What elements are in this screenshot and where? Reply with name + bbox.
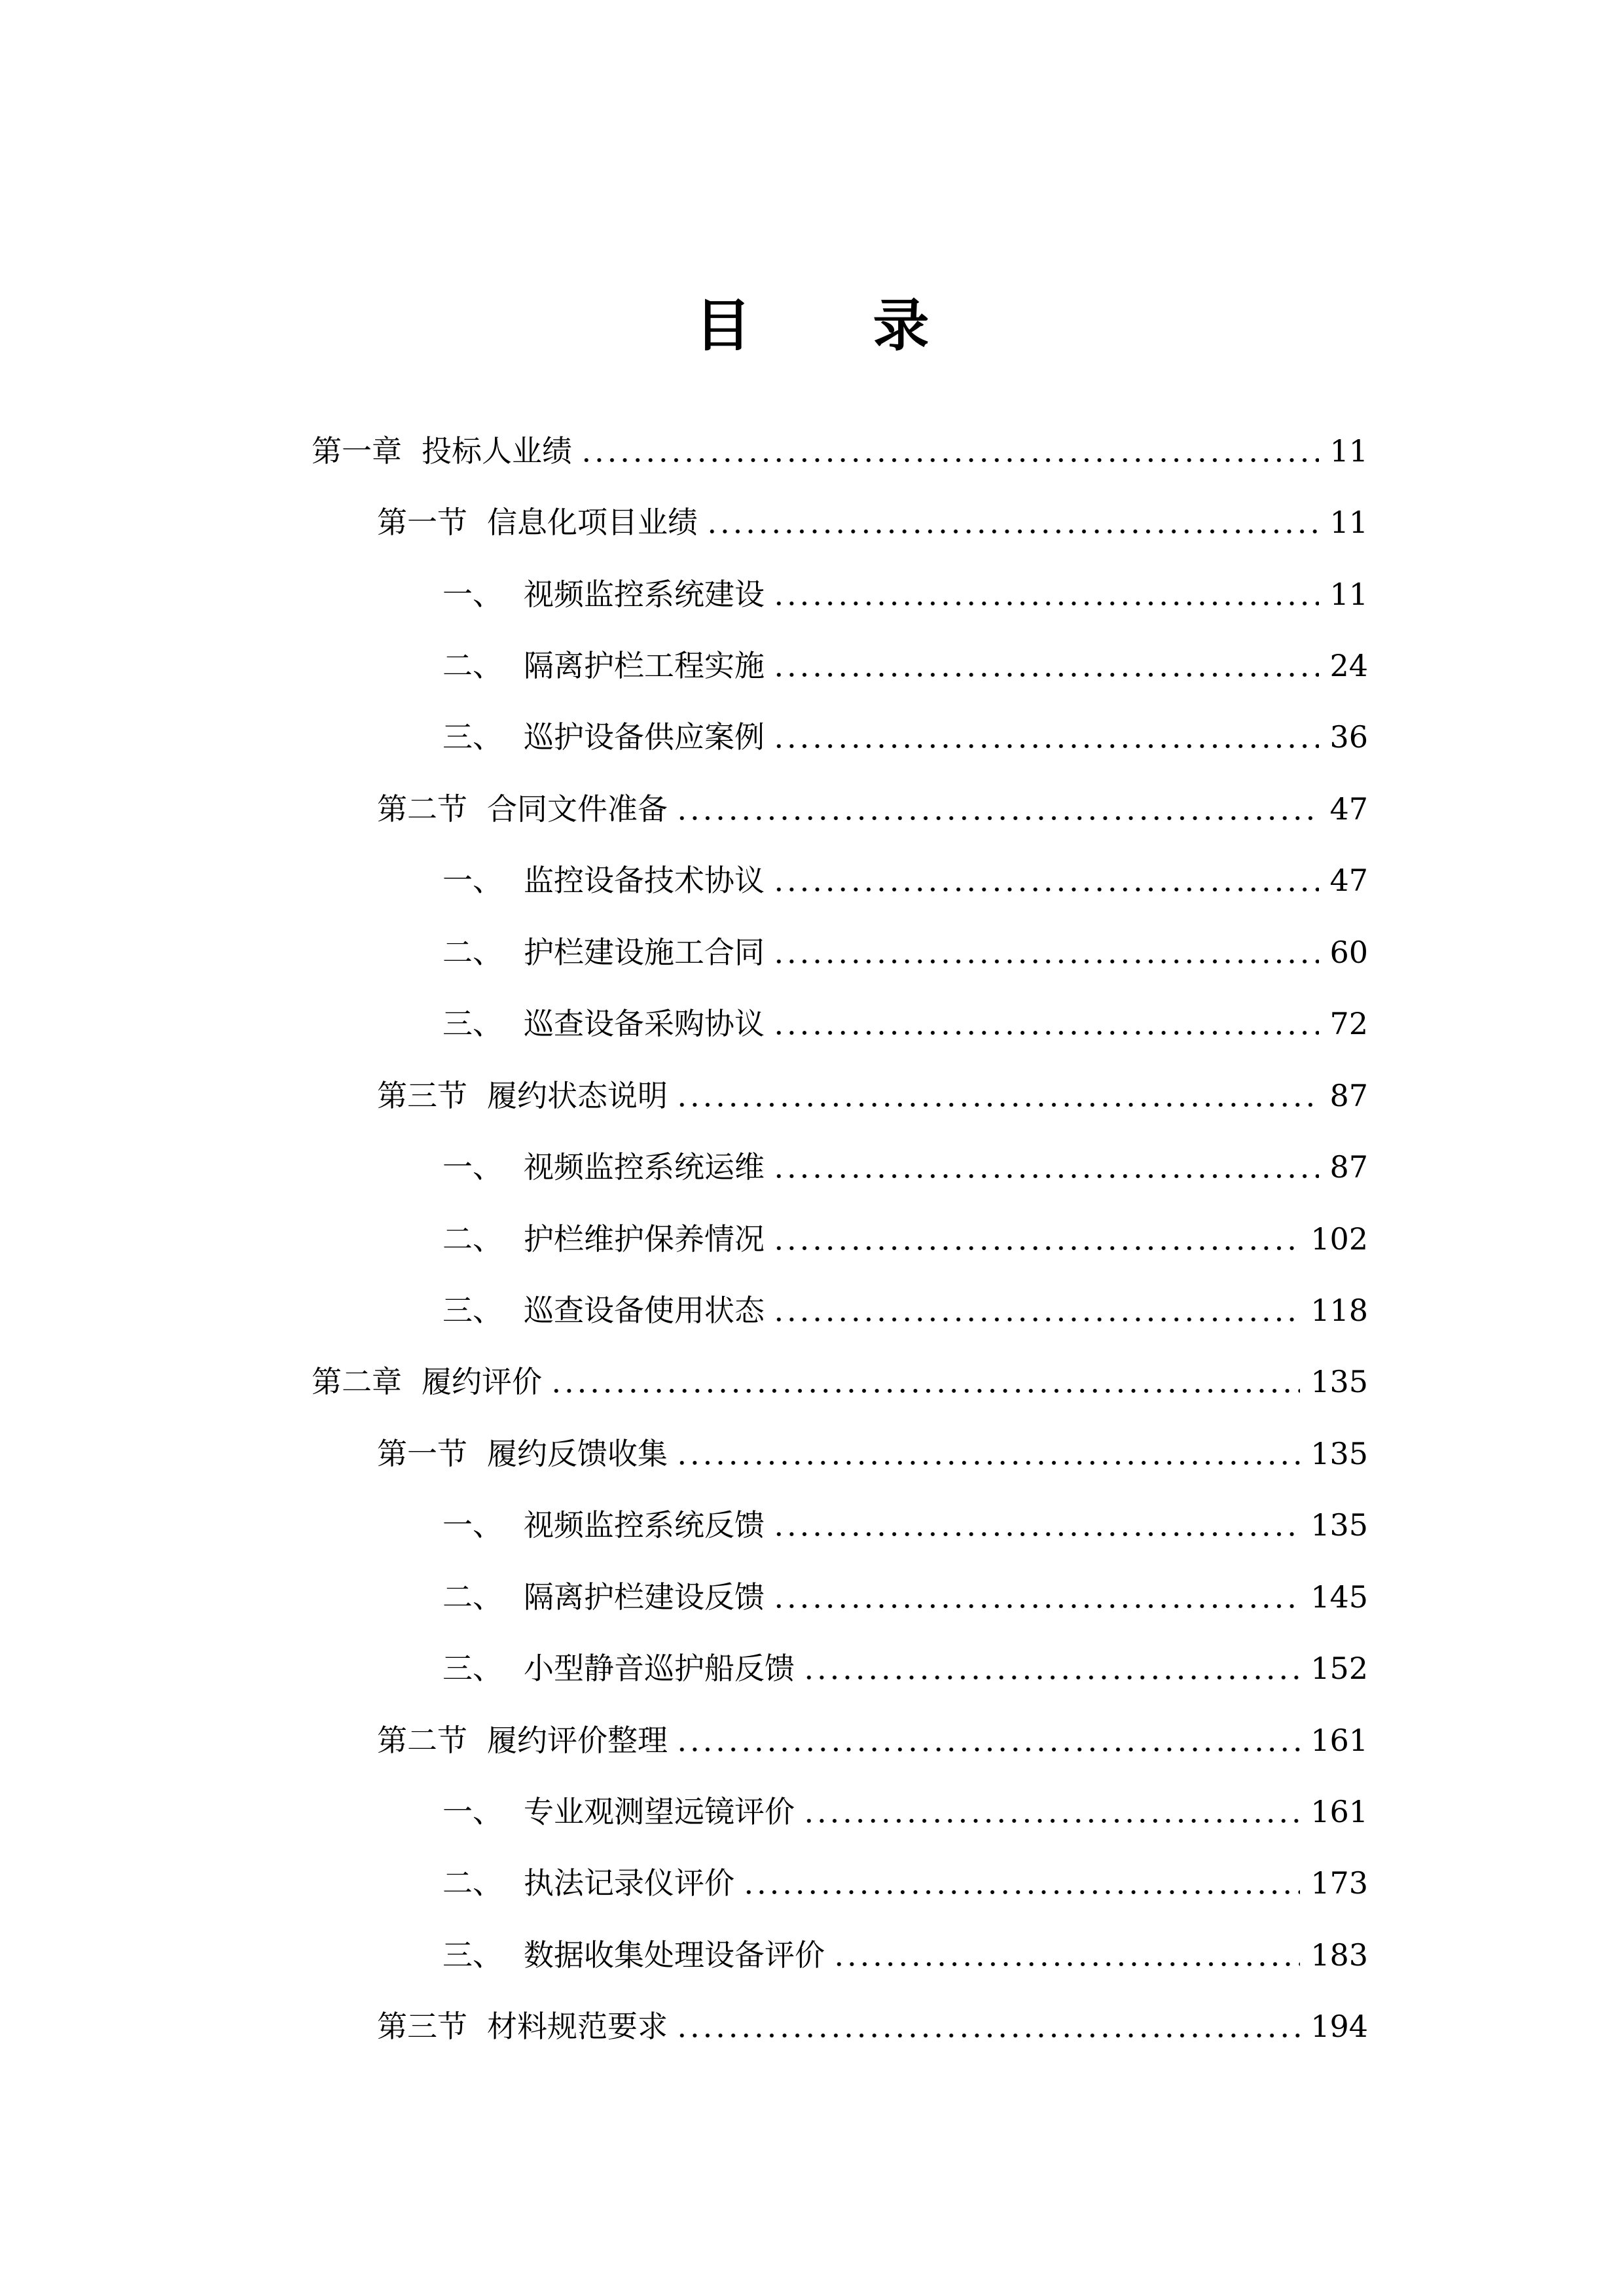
toc-entry[interactable] [442,1499,1368,1551]
toc-entry[interactable] [312,425,1368,477]
toc-entry-title: 材料规范要求 [487,2009,668,2044]
toc-entry-number: 一、 [442,1507,503,1543]
toc-entry-title: 隔离护栏工程实施 [524,648,765,683]
toc-dot-leader [772,1499,1300,1551]
toc-entry-page: 161 [1310,1794,1368,1829]
toc-entry-page: 135 [1310,1364,1368,1399]
toc-dot-leader [772,1213,1300,1265]
toc-entry-number: 第一节 [377,1436,467,1471]
toc-entry-title: 合同文件准备 [487,791,668,827]
toc-entry-title: 巡查设备使用状态 [524,1293,765,1328]
toc-entry[interactable] [442,1284,1368,1336]
toc-entry[interactable] [442,1571,1368,1623]
toc-entry-page: 60 [1329,935,1368,970]
toc-dot-leader [803,1785,1300,1838]
toc-dot-leader [706,496,1319,548]
toc-entry-page: 102 [1310,1221,1368,1257]
toc-entry-title: 履约评价 [422,1364,542,1399]
toc-entry-page: 183 [1310,1937,1368,1973]
toc-dot-leader [550,1355,1300,1408]
toc-entry-number: 一、 [442,1794,503,1829]
toc-entry[interactable] [442,854,1368,906]
toc-entry[interactable] [442,1141,1368,1193]
toc-entry[interactable] [442,1857,1368,1909]
toc-entry-number: 第二章 [312,1364,402,1399]
toc-entry[interactable] [442,1929,1368,1981]
toc-dot-leader [742,1857,1300,1909]
toc-entry-page: 47 [1329,791,1368,827]
toc-dot-leader [772,854,1319,906]
toc-dot-leader [676,783,1319,835]
toc-entry-page: 36 [1329,719,1368,755]
toc-entry-title: 履约反馈收集 [487,1436,668,1471]
toc-entry-title: 视频监控系统运维 [524,1149,765,1185]
toc-entry-page: 135 [1310,1436,1368,1471]
toc-entry[interactable] [442,1213,1368,1265]
toc-dot-leader [676,1069,1319,1122]
toc-entry-title: 视频监控系统建设 [524,577,765,612]
toc-entry-number: 三、 [442,1006,503,1041]
toc-dot-leader [676,1427,1300,1480]
toc-dot-leader [803,1642,1300,1695]
toc-entry-number: 二、 [442,1221,503,1257]
toc-entry-page: 72 [1329,1006,1368,1041]
toc-dot-leader [772,997,1319,1050]
toc-entry-title: 视频监控系统反馈 [524,1507,765,1543]
toc-entry[interactable] [442,1642,1368,1695]
toc-entry[interactable] [442,568,1368,620]
toc-title: 目 录 [695,293,981,359]
toc-entry-number: 一、 [442,577,503,612]
toc-entry-title: 监控设备技术协议 [524,863,765,898]
toc-entry-title: 信息化项目业绩 [487,505,698,540]
toc-entry-page: 11 [1329,505,1368,540]
toc-entry[interactable] [442,997,1368,1050]
toc-entry[interactable] [312,1355,1368,1408]
toc-entry-number: 第一章 [312,433,402,469]
toc-entry-title: 专业观测望远镜评价 [524,1794,795,1829]
toc-entry-number: 三、 [442,719,503,755]
toc-entry-number: 二、 [442,935,503,970]
toc-entry-title: 护栏维护保养情况 [524,1221,765,1257]
toc-entry-title: 巡查设备采购协议 [524,1006,765,1041]
toc-dot-leader [676,1714,1300,1767]
toc-entry-title: 小型静音巡护船反馈 [524,1651,795,1686]
toc-dot-leader [580,425,1319,477]
toc-entry-number: 二、 [442,648,503,683]
toc-dot-leader [833,1929,1300,1981]
toc-entry-page: 152 [1310,1651,1368,1686]
toc-entry-title: 履约评价整理 [487,1723,668,1758]
toc-entry-number: 三、 [442,1937,503,1973]
toc-entry[interactable] [442,639,1368,692]
toc-entry[interactable] [377,1714,1368,1767]
toc-dot-leader [772,926,1319,978]
toc-entry-number: 第三节 [377,2009,467,2044]
toc-entry-title: 巡护设备供应案例 [524,719,765,755]
toc-entry[interactable] [377,1069,1368,1122]
toc-entry-title: 数据收集处理设备评价 [524,1937,825,1973]
toc-entry-number: 一、 [442,1149,503,1185]
toc-entry[interactable] [442,711,1368,763]
toc-entry[interactable] [377,496,1368,548]
toc-entry-page: 173 [1310,1865,1368,1901]
toc-entry-page: 161 [1310,1723,1368,1758]
toc-dot-leader [772,1141,1319,1193]
toc-dot-leader [676,2000,1300,2053]
toc-entry-page: 11 [1329,577,1368,612]
toc-entry-page: 47 [1329,863,1368,898]
toc-entry-page: 11 [1329,433,1368,469]
toc-entry-number: 三、 [442,1651,503,1686]
toc-entry[interactable] [442,1785,1368,1838]
toc-entry[interactable] [377,2000,1368,2053]
toc-entry-number: 一、 [442,863,503,898]
toc-entry-page: 118 [1310,1293,1368,1328]
toc-dot-leader [772,639,1319,692]
toc-entry-title: 执法记录仪评价 [524,1865,734,1901]
toc-entry-page: 145 [1310,1579,1368,1615]
toc-entry-number: 二、 [442,1579,503,1615]
toc-entry-number: 第二节 [377,791,467,827]
toc-entry[interactable] [377,1427,1368,1480]
toc-entry-number: 第一节 [377,505,467,540]
toc-entry-title: 护栏建设施工合同 [524,935,765,970]
toc-dot-leader [772,711,1319,763]
toc-entry-page: 194 [1310,2009,1368,2044]
toc-dot-leader [772,1284,1300,1336]
toc-entry-title: 履约状态说明 [487,1078,668,1113]
toc-entry[interactable] [442,926,1368,978]
toc-entry-page: 135 [1310,1507,1368,1543]
toc-entry-title: 投标人业绩 [422,433,572,469]
toc-entry[interactable] [377,783,1368,835]
toc-dot-leader [772,1571,1300,1623]
toc-entry-page: 87 [1329,1149,1368,1185]
toc-entry-page: 24 [1329,648,1368,683]
toc-entry-number: 第三节 [377,1078,467,1113]
toc-entry-page: 87 [1329,1078,1368,1113]
toc-entry-title: 隔离护栏建设反馈 [524,1579,765,1615]
toc-dot-leader [772,568,1319,620]
toc-entry-number: 第二节 [377,1723,467,1758]
toc-entry-number: 二、 [442,1865,503,1901]
toc-entry-number: 三、 [442,1293,503,1328]
